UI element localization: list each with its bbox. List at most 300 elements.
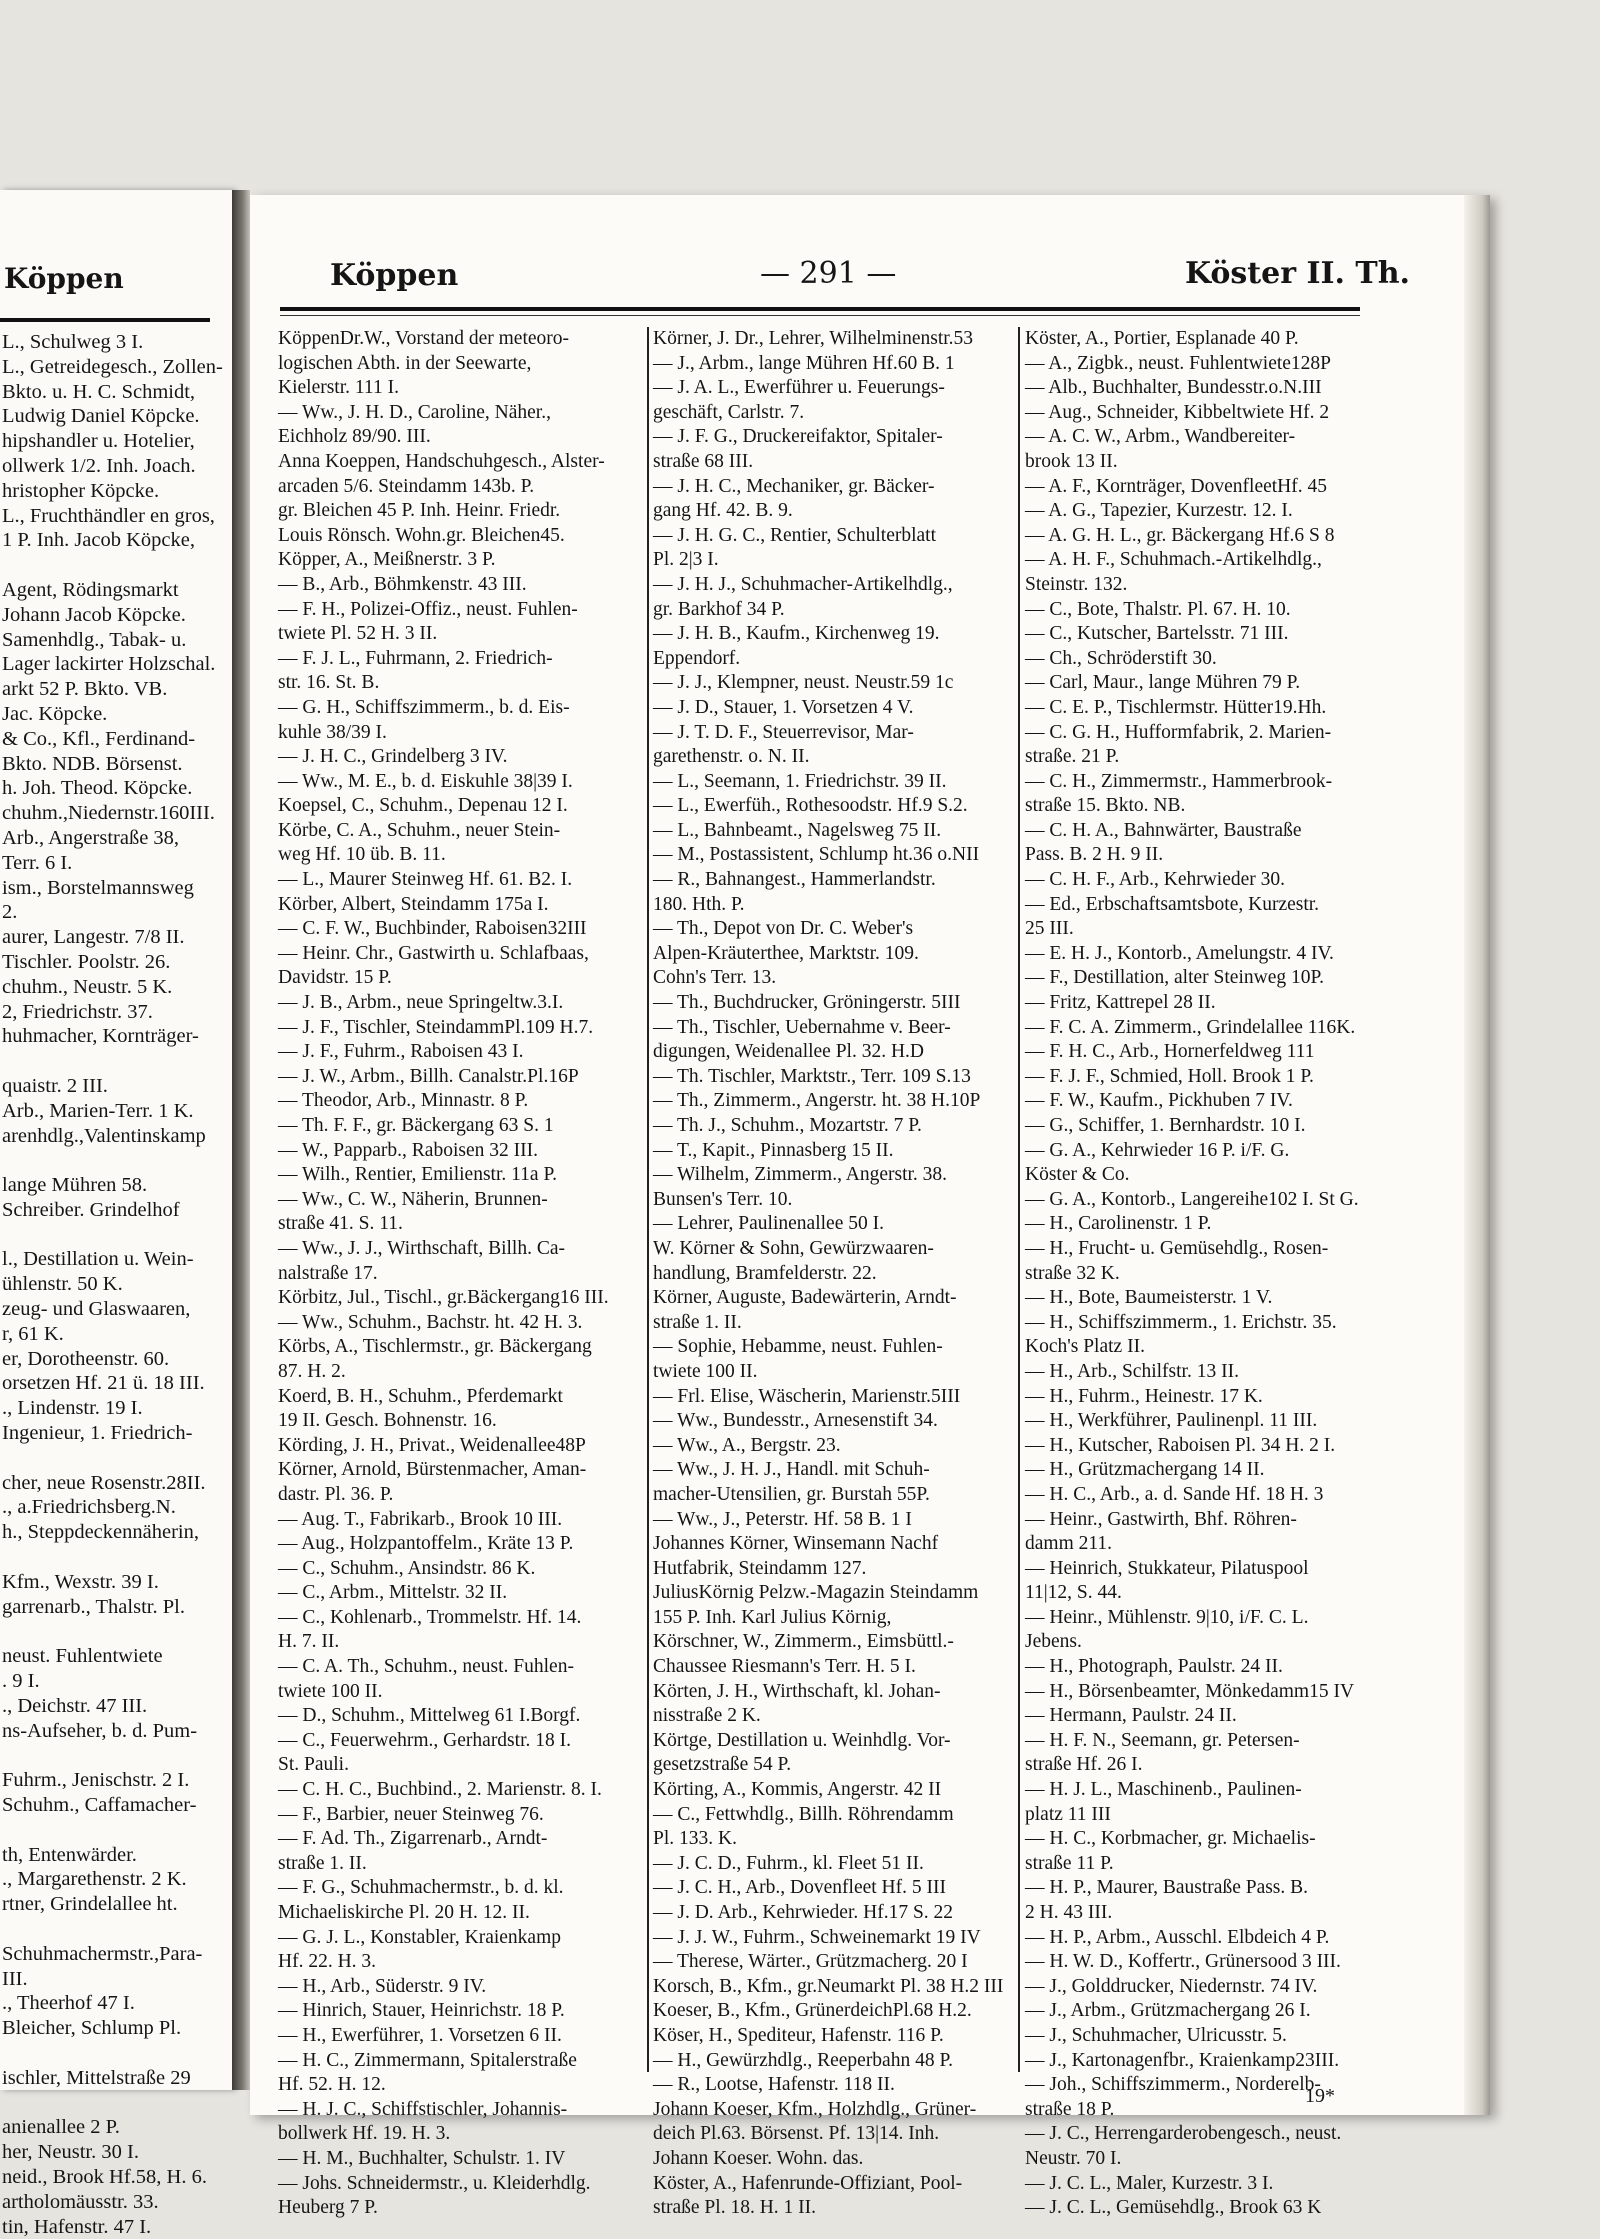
directory-entry-line (2, 1049, 216, 1074)
directory-entry-line: Körtge, Destillation u. Weinhdlg. Vor- (653, 1729, 951, 1751)
directory-entry-line: — H., Börsenbeamter, Mönkedamm15 IV (1025, 1680, 1355, 1702)
directory-entry-line: straße 11 P. (1025, 1852, 1114, 1874)
directory-entry-line: ., Theerhof 47 I. (2, 1992, 135, 2015)
directory-entry-line: Eichholz 89/90. III. (278, 426, 431, 448)
directory-entry-line: — Aug., Holzpantoffelm., Kräte 13 P. (278, 1533, 574, 1555)
directory-entry-line: ühlenstr. 50 K. (2, 1273, 123, 1296)
directory-entry-line: — H., Werkführer, Paulinenpl. 11 III. (1025, 1410, 1318, 1432)
directory-entry-line: — C., Kohlenarb., Trommelstr. Hf. 14. (278, 1606, 582, 1628)
directory-entry-line: Körbitz, Jul., Tischl., gr.Bäckergang16 III. (278, 1287, 609, 1309)
directory-entry-line: — C., Bote, Thalstr. Pl. 67. H. 10. (1025, 598, 1291, 620)
directory-entry-line: — C., Schuhm., Ansindstr. 86 K. (278, 1557, 536, 1579)
directory-entry-line (2, 1917, 216, 1942)
directory-entry-line: — H., Ewerführer, 1. Vorsetzen 6 II. (278, 2024, 562, 2046)
directory-entry-line: Kielerstr. 111 I. (278, 377, 399, 399)
directory-entry-line: — H., Carolinenstr. 1 P. (1025, 1213, 1212, 1235)
directory-entry-line: — J., Schuhmacher, Ulricusstr. 5. (1025, 2024, 1287, 2046)
directory-entry-line: l., Destillation u. Wein- (2, 1248, 194, 1271)
directory-entry-line: — Th. Tischler, Marktstr., Terr. 109 S.13 (653, 1065, 971, 1087)
directory-entry-line: damm 211. (1025, 1533, 1113, 1555)
page-number: — 291 — (760, 256, 897, 291)
directory-entry-line: — H. J. L., Maschinenb., Paulinen- (1025, 1779, 1302, 1801)
directory-entry-line: 2 H. 43 III. (1025, 1902, 1113, 1923)
directory-entry-line: — H. F. N., Seemann, gr. Petersen- (1025, 1729, 1300, 1751)
directory-entry-line: ischler, Mittelstraße 29 (2, 2066, 191, 2089)
directory-entry-line: — F. H., Polizei-Offiz., neust. Fuhlen- (278, 598, 578, 620)
directory-entry-line: straße 18 P. (1025, 2098, 1115, 2120)
directory-entry-line: — F. J. F., Schmied, Holl. Brook 1 P. (1025, 1065, 1314, 1087)
directory-entry-line: — Hermann, Paulstr. 24 II. (1025, 1705, 1237, 1727)
directory-entry-line: er, Dorotheenstr. 60. (2, 1347, 170, 1370)
directory-entry-line: L., Getreidegesch., Zollen- (2, 355, 223, 378)
directory-entry-line: Schuhmachermstr.,Para- (2, 1942, 203, 1965)
directory-entry-line: — A., Zigbk., neust. Fuhlentwiete128P (1025, 352, 1332, 374)
header-rule-thin (280, 315, 1360, 316)
directory-entry-line (2, 1545, 216, 1570)
directory-page (250, 195, 1490, 2219)
directory-entry-line: Johann Jacob Köpcke. (2, 603, 186, 626)
directory-entry-line: — J. C. D., Fuhrm., kl. Fleet 51 II. (653, 1852, 924, 1874)
directory-entry-line: gr. Bleichen 45 P. Inh. Heinr. Friedr. (278, 500, 561, 522)
directory-entry-line: — Ww., Bundesstr., Arnesenstift 34. (653, 1410, 938, 1432)
directory-entry-line: — Ww., M. E., b. d. Eiskuhle 38|39 I. (278, 770, 573, 792)
directory-entry-line: cher, neue Rosenstr.28II. (2, 1471, 206, 1494)
directory-entry-line: — Ww., J. J., Wirthschaft, Billh. Ca- (278, 1237, 565, 1259)
directory-entry-line: — Ww., C. W., Näherin, Brunnen- (278, 1188, 548, 1210)
directory-entry-line: bollwerk Hf. 19. H. 3. (278, 2123, 451, 2145)
directory-entry-line: — J. H. C., Grindelberg 3 IV. (278, 746, 508, 768)
directory-entry-line: Pl. 133. K. (653, 1828, 737, 1850)
directory-entry-line: Agent, Rödingsmarkt (2, 578, 179, 601)
directory-entry-line: Anna Koeppen, Handschuhgesch., Alster- (278, 450, 605, 472)
header-left-keyword: Köppen (330, 258, 459, 293)
directory-entry-line: th, Entenwärder. (2, 1843, 137, 1866)
directory-entry-line: — Th., Zimmerm., Angerstr. ht. 38 H.10P (653, 1090, 981, 1112)
directory-entry-line: — Wilhelm, Zimmerm., Angerstr. 38. (653, 1164, 948, 1186)
directory-entry-line (2, 2041, 216, 2066)
directory-entry-line: Körschner, W., Zimmerm., Eimsbüttl.- (653, 1631, 954, 1653)
directory-entry-line: — G., Schiffer, 1. Bernhardstr. 10 I. (1025, 1115, 1306, 1136)
directory-entry-line: — L., Maurer Steinweg Hf. 61. B2. I. (278, 869, 573, 891)
directory-entry-line: Köster, A., Hafenrunde-Offiziant, Pool- (653, 2172, 963, 2194)
directory-entry-line: — C., Fettwhdlg., Billh. Röhrendamm (653, 1803, 954, 1825)
directory-entry-line: straße. 21 P. (1025, 746, 1120, 768)
directory-entry-line: Körber, Albert, Steindamm 175a I. (278, 893, 549, 915)
directory-entry-line: — H. J. C., Schiffstischler, Johannis- (278, 2098, 568, 2120)
directory-entry-line: — L., Ewerfüh., Rothesoodstr. Hf.9 S.2. (653, 795, 968, 817)
directory-entry-line: arcaden 5/6. Steindamm 143b. P. (278, 475, 535, 497)
directory-entry-line: chuhm.,Niedernstr.160III. (2, 802, 215, 825)
directory-entry-line: Schuhm., Caffamacher- (2, 1794, 197, 1817)
directory-entry-line: weg Hf. 10 üb. B. 11. (278, 844, 446, 866)
column-2 (653, 327, 1023, 2221)
directory-entry-line: — J., Kartonagenfbr., Kraienkamp23III. (1025, 2049, 1340, 2071)
directory-entry-line: — D., Schuhm., Mittelweg 61 I.Borgf. (278, 1705, 581, 1727)
header-right-keyword: Köster II. Th. (1184, 256, 1410, 291)
directory-entry-line: gesetzstraße 54 P. (653, 1754, 792, 1776)
directory-entry-line: Louis Rönsch. Wohn.gr. Bleichen45. (278, 524, 565, 546)
directory-entry-line: Bunsen's Terr. 10. (653, 1188, 793, 1210)
directory-entry-line: — Johs. Schneidermstr., u. Kleiderhdlg. (278, 2172, 591, 2194)
directory-entry-line: artholomäusstr. 33. (2, 2190, 159, 2213)
directory-entry-line: str. 16. St. B. (278, 672, 380, 694)
directory-entry-line: — M., Postassistent, Schlump ht.36 o.NII (653, 844, 980, 866)
directory-entry-line: — A. F., Kornträger, DovenfleetHf. 45 (1025, 475, 1328, 497)
directory-entry-line: — J., Arbm., lange Mühren Hf.60 B. 1 (653, 352, 955, 374)
directory-entry-line: — H. C., Arb., a. d. Sande Hf. 18 H. 3 (1025, 1483, 1324, 1505)
directory-entry-line (2, 1446, 216, 1471)
directory-entry-line: dastr. Pl. 36. P. (278, 1483, 394, 1505)
directory-entry-line: — F. Ad. Th., Zigarrenarb., Arndt- (278, 1828, 548, 1850)
directory-entry-line: — G. A., Kehrwieder 16 P. i/F. G. (1025, 1139, 1290, 1161)
directory-entry-line (2, 2091, 216, 2116)
directory-entry-line: — H., Fuhrm., Heinestr. 17 K. (1025, 1385, 1263, 1407)
directory-entry-line: — F. J. L., Fuhrmann, 2. Friedrich- (278, 647, 553, 669)
directory-entry-line: digungen, Weidenallee Pl. 32. H.D (653, 1041, 925, 1063)
directory-entry-line: Köster, A., Portier, Esplanade 40 P. (1025, 328, 1299, 349)
directory-entry-line: straße Pl. 18. H. 1 II. (653, 2197, 817, 2219)
directory-entry-line: h. Joh. Theod. Köpcke. (2, 777, 193, 800)
left-header-rule (0, 318, 210, 322)
directory-entry-line: Lager lackirter Holzschal. (2, 653, 216, 676)
directory-entry-line: Körner, Arnold, Bürstenmacher, Aman- (278, 1459, 587, 1481)
directory-entry-line: — F., Barbier, neuer Steinweg 76. (278, 1803, 544, 1825)
directory-entry-line: Körting, A., Kommis, Angerstr. 42 II (653, 1779, 942, 1801)
directory-entry-line: — Fritz, Kattrepel 28 II. (1025, 992, 1216, 1014)
directory-entry-line: — Ww., J., Peterstr. Hf. 58 B. 1 I (653, 1508, 912, 1530)
directory-entry-line: — F. G., Schuhmachermstr., b. d. kl. (278, 1877, 564, 1899)
directory-entry-line: Pl. 2|3 I. (653, 549, 719, 571)
directory-entry-line: rtner, Grindelallee ht. (2, 1893, 178, 1916)
directory-entry-line: Koch's Platz II. (1025, 1336, 1145, 1358)
directory-entry-line: — C., Feuerwehrm., Gerhardstr. 18 I. (278, 1729, 571, 1751)
directory-entry-line: — Ed., Erbschaftsamtsbote, Kurzestr. (1025, 893, 1320, 915)
directory-entry-line: orsetzen Hf. 21 ü. 18 III. (2, 1372, 205, 1395)
directory-entry-line: Körner, Auguste, Badewärterin, Arndt- (653, 1287, 957, 1309)
directory-entry-line: — H. W. D., Koffertr., Grünersood 3 III. (1025, 1951, 1341, 1973)
directory-entry-line: ism., Borstelmannsweg (2, 876, 194, 899)
directory-entry-line: Johann Koeser. Wohn. das. (653, 2147, 864, 2169)
directory-entry-line: straße 1. II. (653, 1311, 742, 1333)
directory-entry-line: neust. Fuhlentwiete (2, 1645, 163, 1668)
directory-entry-line: straße 1. II. (278, 1852, 367, 1874)
directory-entry-line: Terr. 6 I. (2, 851, 73, 874)
directory-entry-line: — H. P., Maurer, Baustraße Pass. B. (1025, 1877, 1309, 1899)
directory-entry-line: L., Schulweg 3 I. (2, 331, 144, 353)
directory-entry-line: Steinstr. 132. (1025, 573, 1128, 595)
directory-entry-line: — Frl. Elise, Wäscherin, Marienstr.5III (653, 1385, 961, 1407)
directory-entry-line: Körbs, A., Tischlermstr., gr. Bäckergang (278, 1336, 592, 1358)
directory-entry-line: JuliusKörnig Pelzw.-Magazin Steindamm (653, 1582, 979, 1604)
directory-entry-line: — R., Bahnangest., Hammerlandstr. (653, 869, 936, 891)
directory-entry-line: anienallee 2 P. (2, 2116, 120, 2139)
directory-entry-line: . 9 I. (2, 1670, 40, 1693)
left-page-column (2, 330, 223, 2239)
directory-entry-line: 1 P. Inh. Jacob Köpcke, (2, 529, 196, 552)
directory-entry-line: — F. C. A. Zimmerm., Grindelallee 116K. (1025, 1016, 1356, 1038)
directory-entry-line: — J. J., Klempner, neust. Neustr.59 1c (653, 672, 954, 694)
directory-entry-line: — C. H. C., Buchbind., 2. Marienstr. 8. I. (278, 1779, 602, 1801)
directory-entry-line: — Lehrer, Paulinenallee 50 I. (653, 1213, 884, 1235)
directory-entry-line: lange Mühren 58. (2, 1174, 148, 1197)
directory-entry-line: deich Pl.63. Börsenst. Pf. 13|14. Inh. (653, 2123, 940, 2145)
directory-entry-line (2, 1818, 216, 1843)
directory-entry-line: gr. Barkhof 34 P. (653, 598, 785, 620)
directory-entry-line: 180. Hth. P. (653, 893, 745, 915)
directory-entry-line: — Heinr., Mühlenstr. 9|10, i/F. C. L. (1025, 1606, 1309, 1628)
directory-entry-line: — H. C., Korbmacher, gr. Michaelis- (1025, 1828, 1316, 1850)
header-rule (280, 307, 1360, 311)
directory-entry-line: — H., Gewürzhdlg., Reeperbahn 48 P. (653, 2049, 954, 2071)
directory-entry-line: — Hinrich, Stauer, Heinrichstr. 18 P. (278, 2000, 565, 2022)
directory-entry-line: — Heinr., Gastwirth, Bhf. Röhren- (1025, 1508, 1297, 1530)
directory-entry-line: — J., Golddrucker, Niedernstr. 74 IV. (1025, 1975, 1318, 1997)
directory-entry-line: — Ww., Schuhm., Bachstr. ht. 42 H. 3. (278, 1311, 583, 1333)
directory-entry-line: — Heinrich, Stukkateur, Pilatuspool (1025, 1557, 1309, 1579)
directory-entry-line: — T., Kapit., Pinnasberg 15 II. (653, 1139, 894, 1161)
directory-entry-line: twiete 100 II. (278, 1680, 383, 1702)
directory-entry-line: Hf. 52. H. 12. (278, 2074, 386, 2096)
directory-entry-line: Fuhrm., Jenischstr. 2 I. (2, 1769, 190, 1792)
column-divider-2 (1018, 327, 1020, 2072)
directory-entry-line: Samenhdlg., Tabak- u. (2, 628, 187, 651)
directory-entry-line (2, 1148, 216, 1173)
directory-entry-line: — Ch., Schröderstift 30. (1025, 647, 1217, 669)
directory-entry-line: ., Margarethenstr. 2 K. (2, 1868, 187, 1891)
directory-entry-line: 2. (2, 901, 18, 924)
directory-entry-line: — H., Photograph, Paulstr. 24 II. (1025, 1656, 1283, 1678)
directory-entry-line: — Th. J., Schuhm., Mozartstr. 7 P. (653, 1115, 922, 1136)
directory-entry-line: — H. C., Zimmermann, Spitalerstraße (278, 2049, 577, 2071)
directory-entry-line: — Th. F. F., gr. Bäckergang 63 S. 1 (278, 1115, 554, 1136)
directory-entry-line (2, 553, 216, 578)
directory-entry-line: Johannes Körner, Winsemann Nachf (653, 1533, 939, 1555)
directory-entry-line: Koeser, B., Kfm., GrünerdeichPl.68 H.2. (653, 2000, 972, 2022)
directory-entry-line: 2, Friedrichstr. 37. (2, 1000, 153, 1023)
directory-entry-line: — J. H. J., Schuhmacher-Artikelhdlg., (653, 573, 953, 595)
directory-entry-line: Schreiber. Grindelhof (2, 1198, 180, 1221)
left-page-header: Köppen (4, 262, 124, 295)
directory-entry-line: h., Steppdeckennäherin, (2, 1521, 199, 1544)
directory-entry-line: — Theodor, Arb., Minnastr. 8 P. (278, 1090, 529, 1112)
directory-entry-line: ., Lindenstr. 19 I. (2, 1397, 143, 1420)
directory-entry-line: — J. D., Stauer, 1. Vorsetzen 4 V. (653, 696, 914, 718)
directory-entry-line: & Co., Kfl., Ferdinand- (2, 727, 196, 750)
directory-entry-line: Koerd, B. H., Schuhm., Pferdemarkt (278, 1385, 563, 1407)
directory-entry-line: — Th., Tischler, Uebernahme v. Beer- (653, 1016, 951, 1038)
directory-entry-line: Alpen-Kräuterthee, Marktstr. 109. (653, 942, 919, 964)
page-header (280, 250, 1410, 300)
directory-entry-line: — C. G. H., Hufformfabrik, 2. Marien- (1025, 721, 1332, 743)
directory-entry-line: — H., Arb., Süderstr. 9 IV. (278, 1975, 487, 1997)
directory-entry-line: Pass. B. 2 H. 9 II. (1025, 844, 1164, 866)
signature-mark: 19* (1305, 2085, 1335, 2107)
directory-entry-line: — A. C. W., Arbm., Wandbereiter- (1025, 426, 1296, 448)
directory-entry-line: tin, Hafenstr. 47 I. (2, 2215, 152, 2238)
directory-entry-line: ollwerk 1/2. Inh. Joach. (2, 454, 196, 477)
directory-entry-line: St. Pauli. (278, 1754, 349, 1776)
directory-entry-line: Koepsel, C., Schuhm., Depenau 12 I. (278, 795, 568, 817)
directory-entry-line: — C. E. P., Tischlermstr. Hütter19.Hh. (1025, 696, 1327, 718)
directory-entry-line: straße Hf. 26 I. (1025, 1754, 1143, 1776)
directory-entry-line: Neustr. 70 I. (1025, 2147, 1122, 2169)
directory-entry-line: — J. D. Arb., Kehrwieder. Hf.17 S. 22 (653, 1902, 954, 1923)
directory-entry-line: straße 32 K. (1025, 1262, 1120, 1284)
directory-entry-line: — J. T. D. F., Steuerrevisor, Mar- (653, 721, 914, 743)
directory-entry-line: L., Fruchthändler en gros, (2, 504, 215, 527)
directory-entry-line: Chaussee Riesmann's Terr. H. 5 I. (653, 1656, 916, 1678)
directory-entry-line: platz 11 III (1025, 1803, 1111, 1825)
directory-entry-line: — E. H. J., Kontorb., Amelungstr. 4 IV. (1025, 942, 1334, 964)
directory-entry-line: — G. H., Schiffszimmerm., b. d. Eis- (278, 696, 570, 718)
directory-entry-line: — H., Bote, Baumeisterstr. 1 V. (1025, 1287, 1273, 1309)
directory-entry-line: — C. F. W., Buchbinder, Raboisen32III (278, 918, 587, 940)
directory-entry-line: Körding, J. H., Privat., Weidenallee48P (278, 1434, 586, 1456)
directory-entry-line: straße 15. Bkto. NB. (1025, 795, 1186, 817)
directory-entry-line: Köser, H., Spediteur, Hafenstr. 116 P. (653, 2024, 944, 2046)
directory-entry-line: H. 7. II. (278, 1631, 340, 1653)
directory-entry-line: Köster & Co. (1025, 1164, 1130, 1186)
directory-entry-line: garethenstr. o. N. II. (653, 746, 810, 768)
directory-entry-line: brook 13 II. (1025, 450, 1118, 472)
directory-entry-line: W. Körner & Sohn, Gewürzwaaren- (653, 1237, 934, 1259)
directory-entry-line: — F., Destillation, alter Steinweg 10P. (1025, 967, 1325, 989)
directory-entry-line: her, Neustr. 30 I. (2, 2141, 139, 2164)
directory-entry-line: 25 III. (1025, 918, 1074, 940)
directory-entry-line: — J. C. H., Arb., Dovenfleet Hf. 5 III (653, 1877, 946, 1899)
directory-entry-line: Bkto. u. H. C. Schmidt, (2, 380, 196, 403)
directory-entry-line: Hutfabrik, Steindamm 127. (653, 1557, 867, 1579)
directory-entry-line: — H., Kutscher, Raboisen Pl. 34 H. 2 I. (1025, 1434, 1336, 1456)
directory-entry-line: — Therese, Wärter., Grützmacherg. 20 I (653, 1951, 968, 1973)
directory-entry-line: — J. W., Arbm., Billh. Canalstr.Pl.16P (278, 1065, 579, 1087)
directory-entry-line: gang Hf. 42. B. 9. (653, 500, 793, 522)
directory-entry-line: — C., Kutscher, Bartelsstr. 71 III. (1025, 623, 1289, 645)
directory-entry-line: ns-Aufseher, b. d. Pum- (2, 1719, 198, 1742)
directory-entry-line: Eppendorf. (653, 647, 741, 669)
directory-entry-line: — H., Arb., Schilfstr. 13 II. (1025, 1360, 1239, 1382)
directory-entry-line: — Aug., Schneider, Kibbeltwiete Hf. 2 (1025, 401, 1330, 423)
directory-entry-line: 155 P. Inh. Karl Julius Körnig, (653, 1606, 892, 1628)
directory-entry-line: — J. H. G. C., Rentier, Schulterblatt (653, 524, 937, 546)
directory-entry-line: Ingenieur, 1. Friedrich- (2, 1422, 193, 1445)
directory-entry-line: — J. B., Arbm., neue Springeltw.3.I. (278, 992, 564, 1014)
directory-entry-line: Korsch, B., Kfm., gr.Neumarkt Pl. 38 H.2 III (653, 1975, 1004, 1997)
directory-entry-line: — C., Arbm., Mittelstr. 32 II. (278, 1582, 508, 1604)
directory-entry-line: arenhdlg.,Valentinskamp (2, 1124, 206, 1147)
directory-entry-line: — L., Seemann, 1. Friedrichstr. 39 II. (653, 770, 947, 792)
directory-entry-line: — A. G., Tapezier, Kurzestr. 12. I. (1025, 500, 1293, 522)
directory-entry-line: Arb., Marien-Terr. 1 K. (2, 1099, 194, 1122)
directory-entry-line: macher-Utensilien, gr. Burstah 55P. (653, 1483, 930, 1505)
directory-entry-line: handlung, Bramfelderstr. 22. (653, 1262, 877, 1284)
directory-entry-line: — L., Bahnbeamt., Nagelsweg 75 II. (653, 819, 942, 841)
directory-entry-line: huhmacher, Kornträger- (2, 1025, 199, 1048)
directory-entry-line: — Th., Buchdrucker, Gröningerstr. 5III (653, 992, 961, 1014)
directory-entry-line: — Ww., A., Bergstr. 23. (653, 1434, 841, 1456)
directory-entry-line: — C. H. A., Bahnwärter, Baustraße (1025, 819, 1302, 841)
directory-entry-line: — C. H. F., Arb., Kehrwieder 30. (1025, 869, 1286, 891)
directory-entry-line: arkt 52 P. Bkto. VB. (2, 678, 168, 701)
directory-entry-line: Körbe, C. A., Schuhm., neuer Stein- (278, 819, 561, 841)
directory-entry-line: — A. H. F., Schuhmach.-Artikelhdlg., (1025, 549, 1322, 571)
directory-entry-line: Köpper, A., Meißnerstr. 3 P. (278, 549, 496, 571)
directory-entry-line: Körner, J. Dr., Lehrer, Wilhelminenstr.53 (653, 328, 974, 349)
column-divider-1 (647, 327, 649, 2072)
directory-entry-line: straße 68 III. (653, 450, 754, 472)
left-page-fragment (0, 190, 232, 2238)
directory-entry-line: Ludwig Daniel Köpcke. (2, 405, 200, 428)
directory-entry-line: — G. A., Kontorb., Langereihe102 I. St G. (1025, 1188, 1359, 1210)
directory-entry-line: geschäft, Carlstr. 7. (653, 401, 805, 423)
directory-entry-line: 87. H. 2. (278, 1360, 346, 1382)
directory-entry-line: logischen Abth. in der Seewarte, (278, 352, 532, 374)
directory-entry-line: — Alb., Buchhalter, Bundesstr.o.N.III (1025, 377, 1322, 399)
directory-entry-line: — J., Arbm., Grützmachergang 26 I. (1025, 2000, 1311, 2022)
column-1 (278, 327, 648, 2221)
directory-entry-line: — H. M., Buchhalter, Schulstr. 1. IV (278, 2147, 566, 2169)
directory-entry-line (2, 1619, 216, 1644)
directory-entry-line (2, 1223, 216, 1248)
directory-entry-line: Jebens. (1025, 1631, 1082, 1653)
directory-entry-line: nalstraße 17. (278, 1262, 378, 1284)
directory-entry-line: III. (2, 1967, 28, 1990)
directory-entry-line: — G. J. L., Konstabler, Kraienkamp (278, 1926, 561, 1948)
directory-entry-line: neid., Brook Hf.58, H. 6. (2, 2165, 207, 2188)
directory-entry-line: hipshandler u. Hotelier, (2, 430, 195, 453)
directory-entry-line: KöppenDr.W., Vorstand der meteoro- (278, 328, 570, 349)
directory-entry-line: — J. A. L., Ewerführer u. Feuerungs- (653, 377, 945, 399)
directory-entry-line: — Ww., J. H. J., Handl. mit Schuh- (653, 1459, 930, 1481)
directory-entry-line: Davidstr. 15 P. (278, 967, 392, 989)
directory-entry-line: — J. H. C., Mechaniker, gr. Bäcker- (653, 475, 935, 497)
directory-entry-line: ., Deichstr. 47 III. (2, 1694, 148, 1717)
directory-entry-line: r, 61 K. (2, 1322, 64, 1345)
directory-entry-line: — Th., Depot von Dr. C. Weber's (653, 918, 914, 940)
directory-entry-line: — C. A. Th., Schuhm., neust. Fuhlen- (278, 1656, 574, 1678)
directory-entry-line: straße 41. S. 11. (278, 1213, 403, 1235)
directory-entry-line: — W., Papparb., Raboisen 32 III. (278, 1139, 538, 1161)
directory-entry-line: — H., Frucht- u. Gemüsehdlg., Rosen- (1025, 1237, 1329, 1259)
directory-entry-line: Heuberg 7 P. (278, 2197, 378, 2219)
directory-entry-line: Körten, J. H., Wirthschaft, kl. Johan- (653, 1680, 941, 1702)
directory-entry-line: Cohn's Terr. 13. (653, 967, 777, 989)
directory-entry-line: — H., Schiffszimmerm., 1. Erichstr. 35. (1025, 1311, 1337, 1333)
directory-entry-line: — J. F., Tischler, SteindammPl.109 H.7. (278, 1016, 594, 1038)
directory-entry-line: Michaeliskirche Pl. 20 H. 12. II. (278, 1902, 530, 1923)
directory-entry-line: Tischler. Poolstr. 26. (2, 950, 171, 973)
directory-entry-line: nisstraße 2 K. (653, 1705, 761, 1727)
directory-entry-line: — A. G. H. L., gr. Bäckergang Hf.6 S 8 (1025, 524, 1335, 546)
directory-entry-line: twiete Pl. 52 H. 3 II. (278, 623, 438, 645)
directory-entry-line: 11|12, S. 44. (1025, 1582, 1122, 1604)
directory-entry-line: zeug- und Glaswaaren, (2, 1298, 191, 1321)
directory-entry-line: — Sophie, Hebamme, neust. Fuhlen- (653, 1336, 943, 1358)
book-gutter (232, 190, 250, 2090)
directory-entry-line: — H., Grützmachergang 14 II. (1025, 1459, 1265, 1481)
directory-entry-line: — Ww., J. H. D., Caroline, Näher., (278, 401, 551, 423)
directory-entry-line: Johann Koeser, Kfm., Holzhdlg., Grüner- (653, 2098, 977, 2120)
directory-entry-line (2, 1743, 216, 1768)
directory-entry-line: — Carl, Maur., lange Mühren 79 P. (1025, 672, 1301, 694)
directory-entry-line: kuhle 38/39 I. (278, 721, 387, 743)
directory-entry-line: garrenarb., Thalstr. Pl. (2, 1595, 185, 1618)
directory-entry-line: Bkto. NDB. Börsenst. (2, 752, 183, 775)
directory-entry-line: aurer, Langestr. 7/8 II. (2, 926, 185, 949)
directory-entry-line: — Heinr. Chr., Gastwirth u. Schlafbaas, (278, 942, 589, 964)
page-edge-shadow (1464, 195, 1490, 2115)
directory-entry-line: — F. H. C., Arb., Hornerfeldweg 111 (1025, 1041, 1315, 1063)
